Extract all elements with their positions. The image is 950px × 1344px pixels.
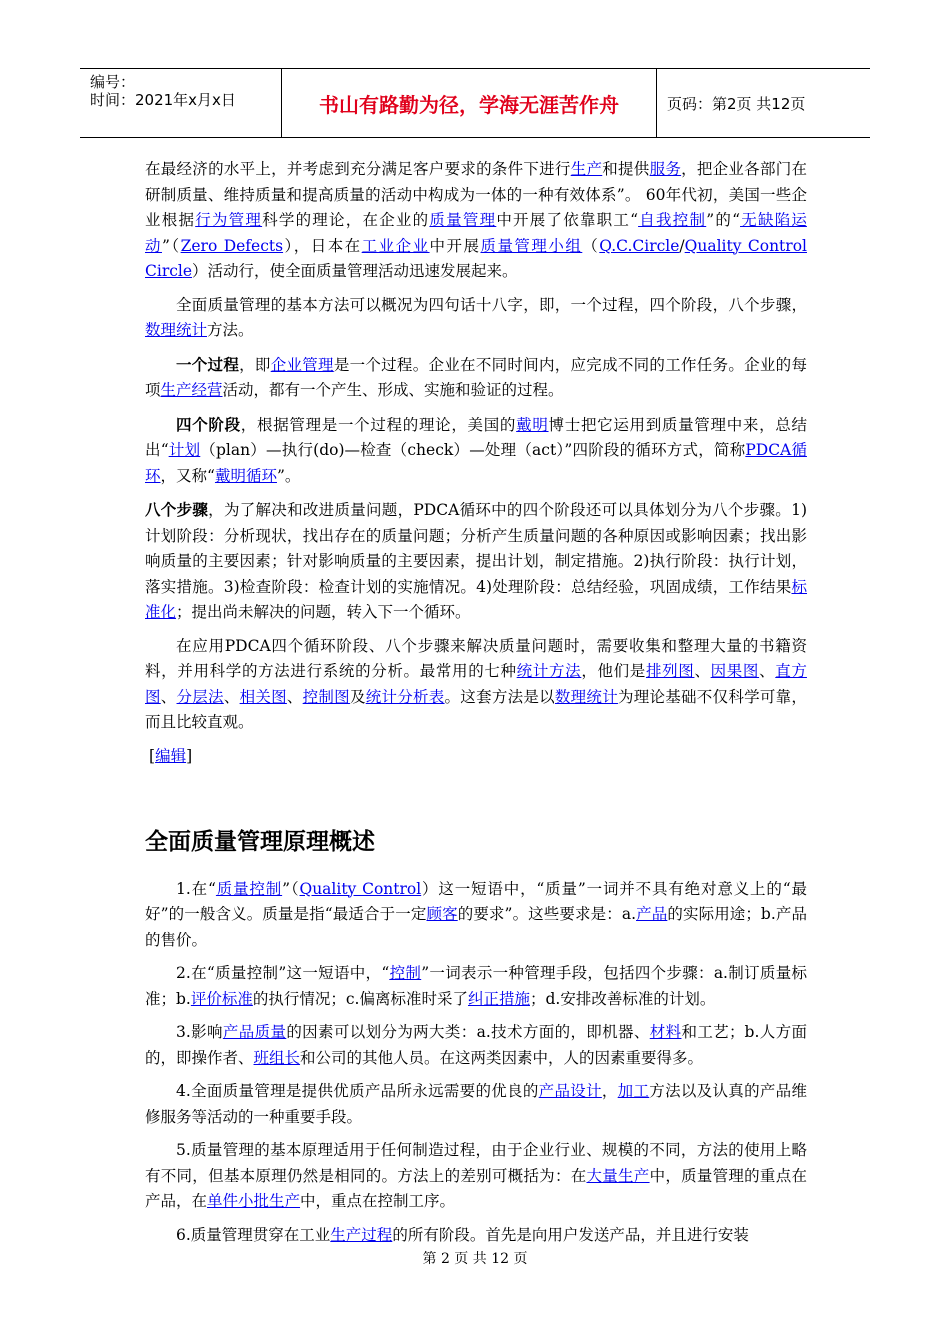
link-daiming-xunhuan[interactable]: 戴明循环 <box>214 466 277 485</box>
link-shengchan-jingying[interactable]: 生产经营 <box>160 381 223 399</box>
paragraph-four-stages: 四个阶段，根据管理是一个过程的理论，美国的戴明博士把它运用到质量管理中来，总结出“计划（plan）—执行(do)—检查（check）—处理（act）”四阶段的循环方式，简称PDCA循环，又称“戴明循环”。 <box>145 414 807 485</box>
section-title: 全面质量管理原理概述 <box>145 828 375 855</box>
link-wuquexian[interactable]: 无缺陷运动 <box>145 211 807 255</box>
link-xingwei-guanli[interactable]: 行为管理 <box>195 211 263 229</box>
principle-3: 3.影响产品质量的因素可以划分为两大类：a.技术方面的，即机器、材料和工艺；b.人方面的，即操作者、班组长和公司的其他人员。在这两类因素中，人的因素重要得多。 <box>145 1023 807 1067</box>
paragraph-one-process: 一个过程，即企业管理是一个过程。企业在不同时间内，应完成不同的工作任务。企业的每项生产经营活动，都有一个产生、形成、实施和验证的过程。 <box>145 354 807 399</box>
link-zhifangtu[interactable]: 直方图 <box>145 662 807 706</box>
paragraph-history: 在最经济的水平上，并考虑到充分满足客户要求的条件下进行生产和提供服务，把企业各部门在研制质量、维持质量和提高质量的活动中构成为一体的一种有效体系”。 60年代初，美国一些企业根据行为管理科学的理论，在企业的质量管理中开展了依靠职工“自我控制”的“无缺陷运动”（Zero Defects），日本在工业企业中开展质量管理小组（Q.C.Circle/Quality Control Circle）活动行，使全面质量管理活动迅速发展起来。 <box>145 160 807 280</box>
link-zero-defects[interactable]: Zero Defects <box>180 236 284 255</box>
link-banzuzhang[interactable]: 班组长 <box>253 1048 301 1067</box>
time-label: 时间：2021年x月x日 <box>90 91 236 109</box>
link-pdca[interactable]: PDCA循环 <box>145 441 807 485</box>
edit-link-wrapper: [编辑] <box>149 746 193 765</box>
link-shengchan-guocheng[interactable]: 生产过程 <box>330 1225 393 1244</box>
link-tongji-fenxibiao[interactable]: 统计分析表 <box>365 687 445 706</box>
link-guke[interactable]: 顾客 <box>426 905 458 923</box>
link-pailietu[interactable]: 排列图 <box>645 662 695 680</box>
link-chanpin[interactable]: 产品 <box>636 905 668 923</box>
link-danjian-xiaopi[interactable]: 单件小批生产 <box>207 1192 301 1210</box>
link-shengchan[interactable]: 生产 <box>570 160 603 178</box>
paragraph-statistics: 在应用PDCA四个循环阶段、八个步骤来解决质量问题时，需要收集和整理大量的书籍资料，并用科学的方法进行系统的分析。最常用的七种统计方法，他们是排列图、因果图、直方图、分层法、相关图、控制图及统计分析表。这套方法是以数理统计为理论基础不仅科学可靠，而且比较直观。 <box>145 636 807 731</box>
link-pingjia-biaozhun[interactable]: 评价标准 <box>190 989 253 1008</box>
link-fuwu[interactable]: 服务 <box>649 160 682 178</box>
link-gongye-qiye[interactable]: 工业企业 <box>361 236 430 255</box>
link-shuli-tongji-2[interactable]: 数理统计 <box>554 687 618 706</box>
link-qiye-guanli[interactable]: 企业管理 <box>270 355 334 374</box>
principle-4: 4.全面质量管理是提供优质产品所永远需要的优良的产品设计，加工方法以及认真的产品维修服务等活动的一种重要手段。 <box>145 1082 807 1126</box>
link-shuli-tongji[interactable]: 数理统计 <box>145 321 208 339</box>
link-kongzhitu[interactable]: 控制图 <box>302 687 350 706</box>
principle-2: 2.在“质量控制”这一短语中，“控制”一词表示一种管理手段，包括四个步骤：a.制订质量标准；b.评价标准的执行情况；c.偏离标准时采了纠正措施；d.安排改善标准的计划。 <box>145 964 807 1008</box>
number-label: 编号： <box>90 73 136 91</box>
link-qc-circle[interactable]: Q.C.Circle <box>599 236 680 255</box>
link-quality-control[interactable]: Quality Control <box>299 879 422 898</box>
link-xiangguantu[interactable]: 相关图 <box>239 687 287 706</box>
link-zhiliang-guanli[interactable]: 质量管理 <box>429 211 497 229</box>
link-daliang-shengchan[interactable]: 大量生产 <box>586 1166 650 1185</box>
link-tongji-fangfa[interactable]: 统计方法 <box>516 662 582 680</box>
link-ziwo-kongzhi[interactable]: 自我控制 <box>638 211 707 229</box>
link-kongzhi[interactable]: 控制 <box>389 964 422 982</box>
page-footer: 第 2 页 共 12 页 <box>422 1251 528 1267</box>
link-cailiao[interactable]: 材料 <box>649 1023 682 1041</box>
link-chanpin-zhiliang[interactable]: 产品质量 <box>222 1023 287 1041</box>
paragraph-eight-steps: 八个步骤，为了解决和改进质量问题，PDCA循环中的四个阶段还可以具体划分为八个步骤。1)计划阶段：分析现状，找出存在的质量问题；分析产生质量问题的各种原因或影响因素；找出影响质量的主要因素；针对影响质量的主要因素，提出计划，制定措施。2)执行阶段：执行计划，落实措施。3)检查阶段：检查计划的实施情况。4)处理阶段：总结经验，巩固成绩，工作结果标准化；提出尚未解决的问题，转入下一个循环。 <box>145 500 807 621</box>
header-meta <box>80 69 282 137</box>
link-yinguotu[interactable]: 因果图 <box>710 662 760 680</box>
header-motto: 书山有路勤为径，学海无涯苦作舟 <box>282 69 657 137</box>
link-quality-control-circle[interactable]: Quality Control Circle <box>145 236 807 280</box>
link-jiagong[interactable]: 加工 <box>617 1082 650 1100</box>
edit-link[interactable]: 编辑 <box>155 746 187 765</box>
page-header <box>80 68 870 138</box>
link-zhiliang-xiaozu[interactable]: 质量管理小组 <box>480 236 583 255</box>
link-fencengfa[interactable]: 分层法 <box>176 687 224 706</box>
link-jiuzheng-cuoshi[interactable]: 纠正措施 <box>467 989 530 1008</box>
link-biaozhunhua[interactable]: 标准化 <box>145 577 807 621</box>
principle-5: 5.质量管理的基本原理适用于任何制造过程，由于企业行业、规模的不同，方法的使用上略有不同，但基本原理仍然是相同的。方法上的差别可概括为：在大量生产中，质量管理的重点在产品，在单件小批生产中，重点在控制工序。 <box>145 1141 807 1210</box>
link-chanpin-sheji[interactable]: 产品设计 <box>538 1082 602 1100</box>
principle-1: 1.在“质量控制”（Quality Control）这一短语中，“质量”一词并不具有绝对意义上的“最好”的一般含义。质量是指“最适合于一定顾客的要求”。这些要求是：a.产品的实际用途；b.产品的售价。 <box>145 879 807 949</box>
principle-6: 6.质量管理贯穿在工业生产过程的所有阶段。首先是向用户发送产品，并且进行安装 <box>176 1225 749 1244</box>
header-page-info: 页码：第2页 共12页 <box>667 94 806 113</box>
link-daiming[interactable]: 戴明 <box>516 415 549 434</box>
paragraph-method: 全面质量管理的基本方法可以概况为四句话十八字，即，一个过程，四个阶段，八个步骤，数理统计方法。 <box>145 295 807 339</box>
document-body <box>145 157 807 1256</box>
link-zhiliang-kongzhi[interactable]: 质量控制 <box>215 879 283 898</box>
link-jihua[interactable]: 计划 <box>168 441 201 459</box>
